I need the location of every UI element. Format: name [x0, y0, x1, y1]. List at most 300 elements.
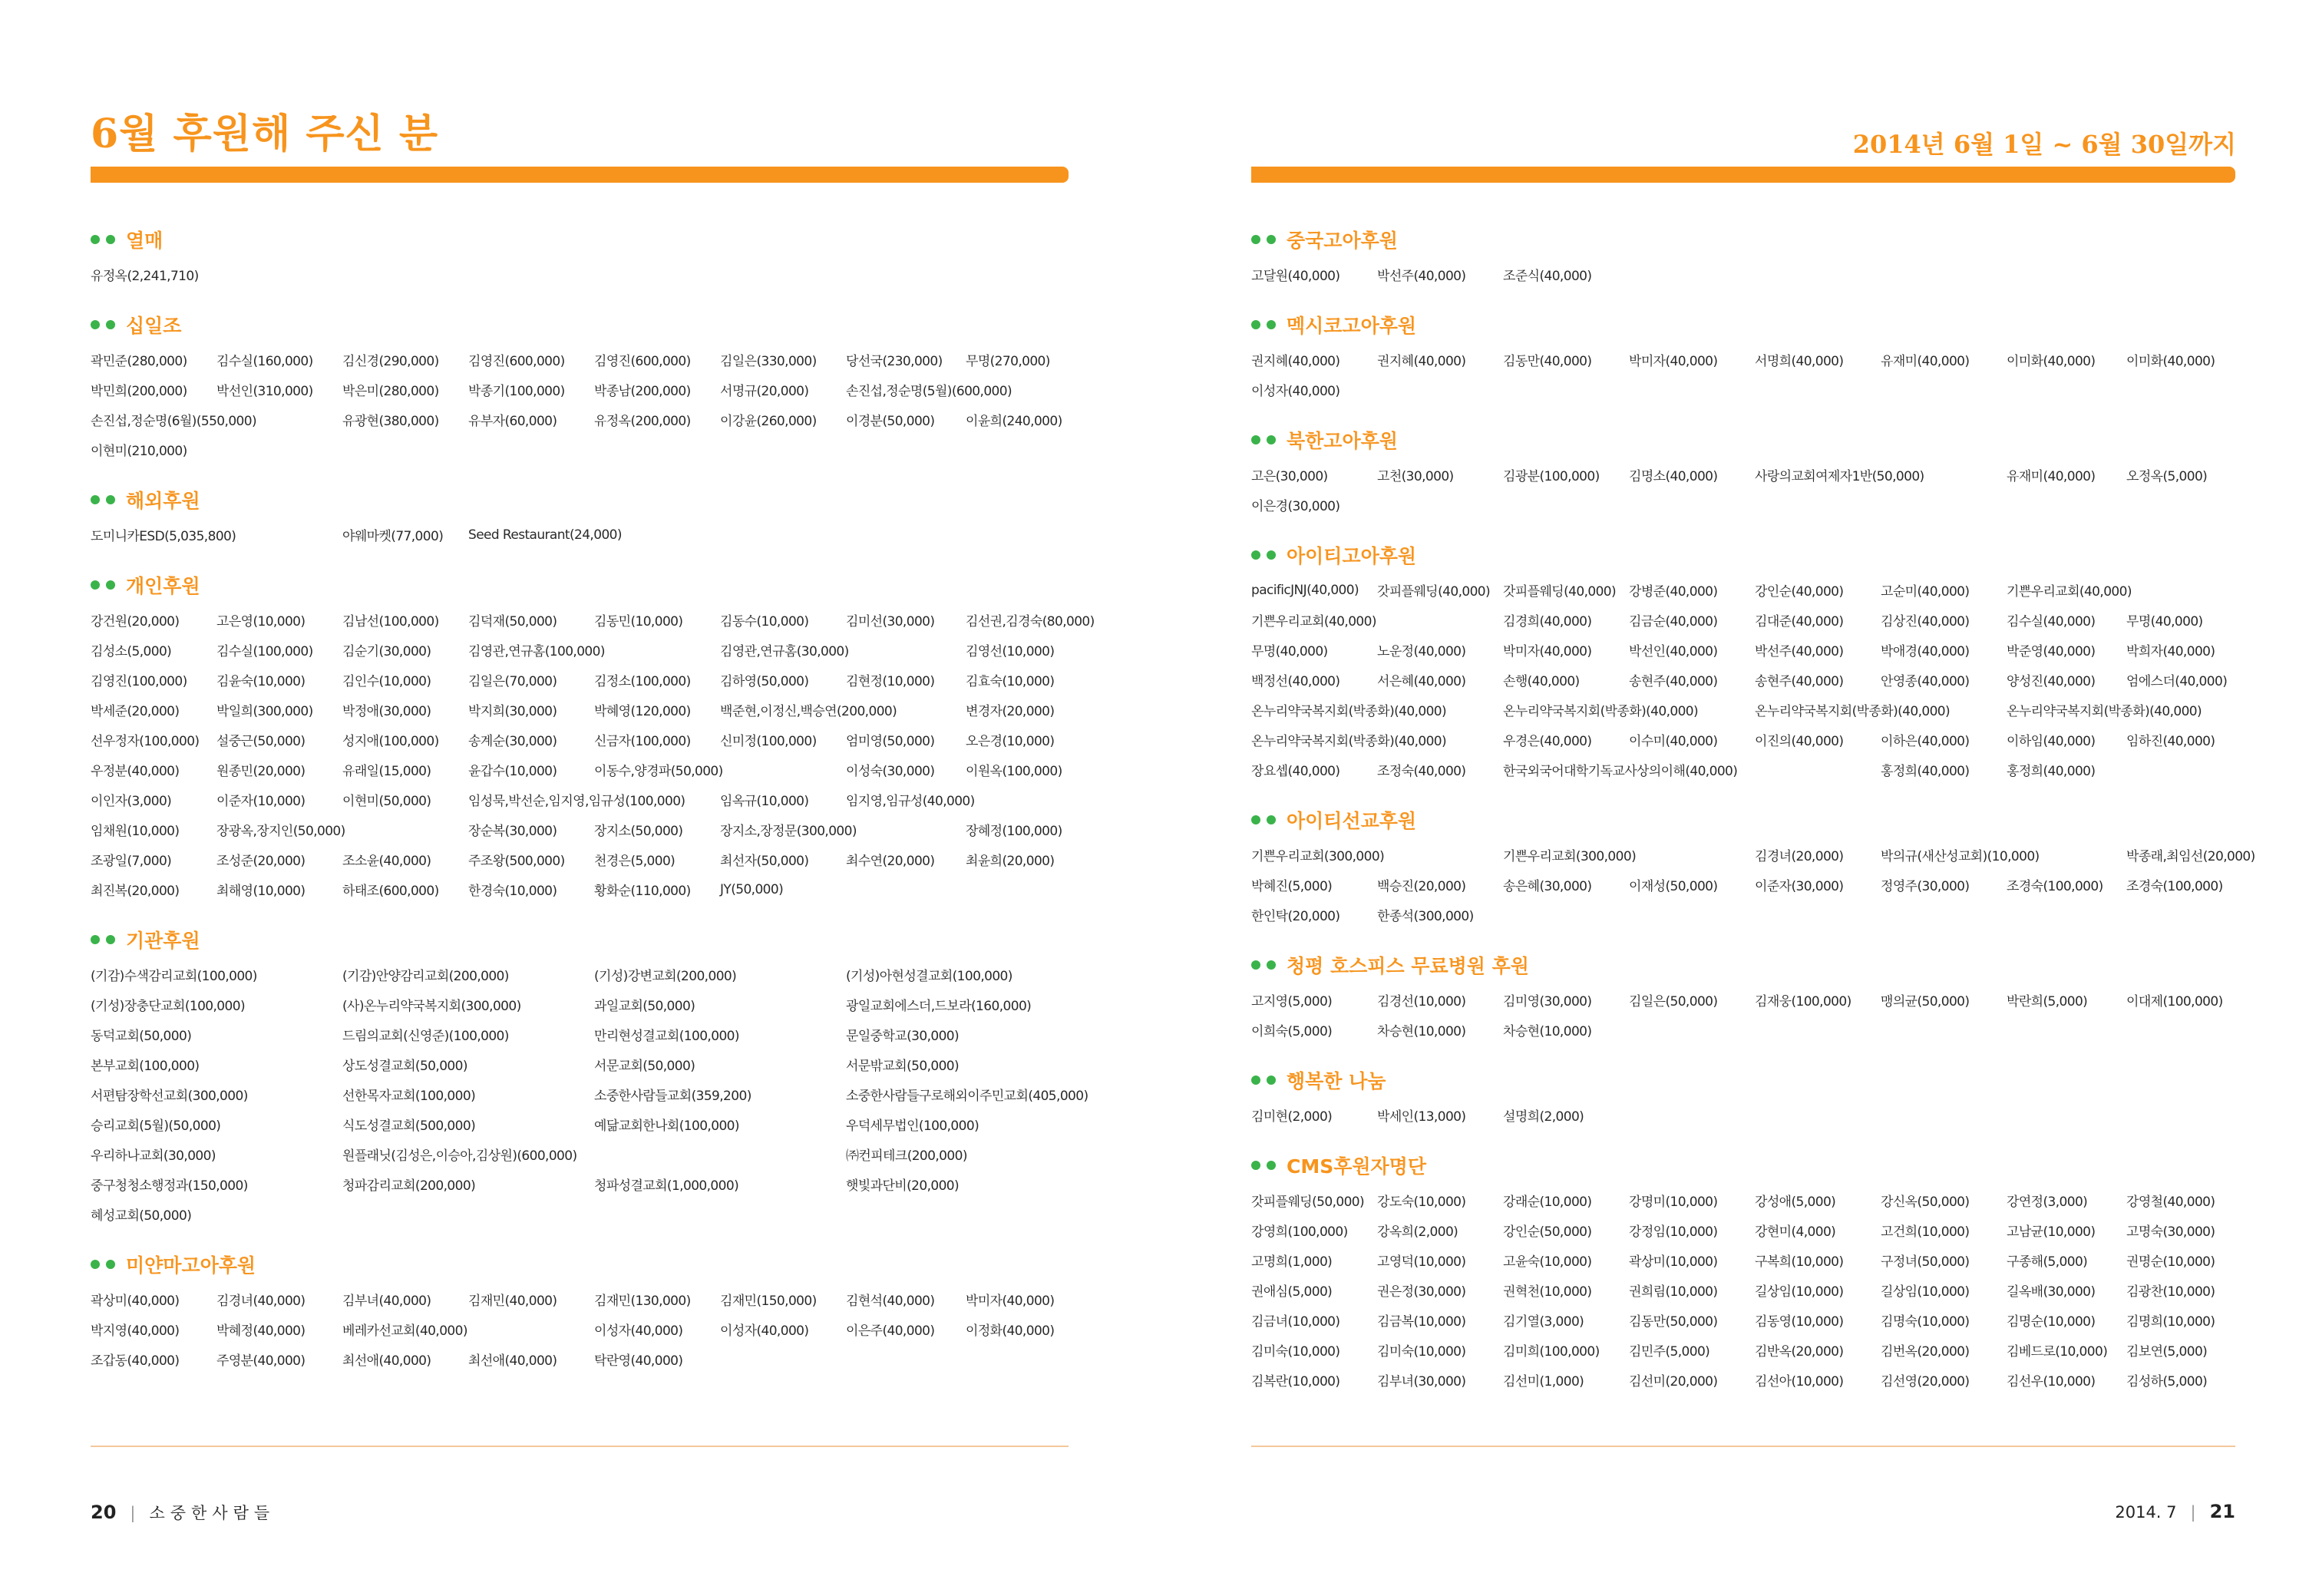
donor-entry: 유광현(380,000): [342, 414, 439, 429]
section-heading: [1251, 308, 2241, 342]
donor-row: [91, 844, 1081, 874]
donor-entry: 서명규(20,000): [720, 384, 809, 399]
donor-entry: 이희숙(5,000): [1251, 1024, 1333, 1039]
donor-entry: 소중한사람들교회(359,200): [594, 1089, 751, 1104]
donor-entry: 천경은(5,000): [594, 854, 676, 869]
donor-entry: 선한목자교회(100,000): [342, 1089, 476, 1104]
donor-entry: 구정녀(50,000): [1881, 1254, 1970, 1270]
donor-list: [1251, 840, 2255, 930]
donor-entry: 동덕교회(50,000): [91, 1029, 192, 1044]
donor-entry: 박준영(40,000): [2007, 644, 2096, 659]
donor-entry: 임하진(40,000): [2126, 734, 2215, 749]
donor-row: [1251, 259, 2241, 289]
donor-section: [91, 1247, 1081, 1374]
title-bar: [1251, 167, 2235, 183]
donor-entry: 김경녀(40,000): [216, 1294, 306, 1309]
donor-entry: 양성진(40,000): [2007, 674, 2096, 689]
donor-entry: 김부녀(40,000): [342, 1294, 431, 1309]
left-content: [91, 215, 1095, 1393]
donor-entry: 김동영(10,000): [1755, 1314, 1844, 1330]
donor-entry: 김하영(50,000): [720, 674, 809, 689]
donor-entry: 우경은(40,000): [1503, 734, 1592, 749]
donor-row: [1251, 1015, 2241, 1045]
donor-entry: 길상임(10,000): [1881, 1284, 1970, 1300]
donor-entry: 장지소,장정문(300,000): [720, 824, 857, 839]
donor-entry: 한국외국어대학기독교사상의이해(40,000): [1503, 764, 1738, 779]
donor-entry: 김금복(10,000): [1377, 1314, 1466, 1330]
donor-entry: 정영주(30,000): [1881, 879, 1970, 894]
donor-entry: 김명순(10,000): [2007, 1314, 2096, 1330]
donor-entry: 베레카선교회(40,000): [342, 1323, 467, 1339]
donor-entry: 임채원(10,000): [91, 824, 180, 839]
donor-entry: 강명미(10,000): [1629, 1195, 1718, 1210]
donor-entry: 김반옥(20,000): [1755, 1344, 1844, 1360]
donor-entry: 박정애(30,000): [342, 704, 431, 719]
donor-entry: 김성소(5,000): [91, 644, 172, 659]
donor-entry: 한경숙(10,000): [468, 884, 557, 899]
section-title: 열매: [126, 230, 164, 252]
donor-row: [91, 815, 1081, 844]
donor-list: [1251, 1100, 2241, 1130]
donor-entry: 이성자(40,000): [1251, 384, 1340, 399]
donor-row: [91, 990, 1081, 1019]
donor-entry: ㈜컨피테크(200,000): [846, 1148, 967, 1164]
donor-entry: 최진복(20,000): [91, 884, 180, 899]
bullet-dots-icon: [1251, 320, 1279, 329]
donor-row: [91, 520, 1081, 550]
donor-entry: 김윤숙(10,000): [216, 674, 306, 689]
donor-row: [1251, 900, 2241, 930]
donor-entry: 과일교회(50,000): [594, 999, 695, 1014]
donor-entry: 온누리약국복지회(박종화)(40,000): [1251, 704, 1447, 719]
donor-entry: 김보연(5,000): [2126, 1344, 2208, 1360]
section-heading: [91, 483, 1081, 517]
donor-entry: 김신경(290,000): [342, 354, 439, 369]
donor-entry: 장광옥,장지인(50,000): [216, 824, 345, 839]
donor-entry: 김상진(40,000): [1881, 614, 1970, 629]
donor-list: [1251, 460, 2241, 520]
donor-entry: (기감)수색감리교회(100,000): [91, 969, 257, 984]
donor-entry: 권지혜(40,000): [1377, 354, 1466, 369]
donor-entry: 우리하나교회(30,000): [91, 1148, 216, 1164]
donor-entry: 구복희(10,000): [1755, 1254, 1844, 1270]
donor-entry: 원종민(20,000): [216, 764, 306, 779]
donor-entry: 김경희(40,000): [1503, 614, 1592, 629]
donor-row: [1251, 375, 2241, 405]
donor-entry: 김선권,김경숙(80,000): [966, 614, 1095, 629]
bullet-dots-icon: [91, 1260, 118, 1269]
donor-entry: 권애심(5,000): [1251, 1284, 1333, 1300]
section-title: CMS후원자명단: [1287, 1155, 1426, 1178]
donor-entry: 온누리약국복지회(박종화)(40,000): [1251, 734, 1447, 749]
donor-entry: 조경숙(100,000): [2007, 879, 2103, 894]
donor-row: [91, 785, 1081, 815]
donor-entry: 김현정(10,000): [846, 674, 935, 689]
donor-entry: 강도숙(10,000): [1377, 1195, 1466, 1210]
donor-entry: 김선미(1,000): [1503, 1374, 1584, 1389]
donor-entry: 김선미(20,000): [1629, 1374, 1718, 1389]
section-title: 기관후원: [126, 930, 200, 952]
donor-entry: 고은영(10,000): [216, 614, 306, 629]
donor-entry: 강정임(10,000): [1629, 1224, 1718, 1240]
donor-entry: 손진섭,정순명(5월)(600,000): [846, 384, 1012, 399]
donor-entry: 김베드로(10,000): [2007, 1344, 2108, 1360]
donor-entry: 조광일(7,000): [91, 854, 172, 869]
donor-entry: 백정선(40,000): [1251, 674, 1340, 689]
donor-entry: 엄에스더(40,000): [2126, 674, 2228, 689]
donor-entry: 고순미(40,000): [1881, 584, 1970, 600]
donor-entry: 송현주(40,000): [1629, 674, 1718, 689]
donor-entry: 박혜영(120,000): [594, 704, 691, 719]
right-footer: [2115, 1501, 2235, 1522]
donor-row: [1251, 1335, 2241, 1365]
donor-entry: (기성)장충단교회(100,000): [91, 999, 245, 1014]
footer-separator: |: [130, 1504, 136, 1522]
donor-list: [1251, 345, 2241, 405]
donor-section: [91, 308, 1081, 464]
section-heading: [91, 1247, 1081, 1281]
donor-entry: 이성자(40,000): [720, 1323, 809, 1339]
donor-entry: 만리현성결교회(100,000): [594, 1029, 739, 1044]
donor-entry: 성지애(100,000): [342, 734, 439, 749]
donor-row: [1251, 840, 2255, 870]
donor-entry: 구종해(5,000): [2007, 1254, 2088, 1270]
left-page: [0, 0, 1154, 1596]
donor-entry: 청파성결교회(1,000,000): [594, 1178, 739, 1194]
donor-entry: 김인수(10,000): [342, 674, 431, 689]
donor-entry: 광일교회에스더,드보라(160,000): [846, 999, 1032, 1014]
donor-entry: 강현미(4,000): [1755, 1224, 1836, 1240]
donor-entry: 조갑동(40,000): [91, 1353, 180, 1369]
donor-row: [91, 1284, 1081, 1314]
donor-entry: 이하은(40,000): [1881, 734, 1970, 749]
donor-entry: 손행(40,000): [1503, 674, 1580, 689]
donor-entry: 서문밖교회(50,000): [846, 1059, 960, 1074]
donor-entry: 소중한사람들구로해외이주민교회(405,000): [846, 1089, 1088, 1104]
donor-entry: 이준자(10,000): [216, 794, 306, 809]
donor-entry: 한인탁(20,000): [1251, 909, 1340, 924]
section-title: 아이티고아후원: [1287, 545, 1417, 567]
donor-row: [1251, 605, 2241, 635]
donor-entry: 곽상미(40,000): [91, 1294, 180, 1309]
donor-list: [1251, 259, 2241, 289]
donor-entry: 송은혜(30,000): [1503, 879, 1592, 894]
donor-entry: 이경분(50,000): [846, 414, 935, 429]
donor-row: [1251, 665, 2241, 695]
donor-entry: 이원옥(100,000): [966, 764, 1062, 779]
donor-entry: 원플래닛(김성은,이승아,김상원)(600,000): [342, 1148, 577, 1164]
donor-entry: 최선애(40,000): [468, 1353, 557, 1369]
section-heading: [91, 308, 1081, 342]
footer-rule: [1251, 1446, 2235, 1447]
donor-entry: 우덕세무법인(100,000): [846, 1119, 979, 1134]
donor-entry: 김미영(30,000): [1503, 994, 1592, 1009]
issue-date: 2014. 7: [2115, 1503, 2177, 1522]
donor-row: [1251, 725, 2241, 755]
left-footer: [91, 1501, 275, 1524]
donor-entry: 장순복(30,000): [468, 824, 557, 839]
donor-section: [91, 923, 1088, 1229]
donor-entry: 고명희(1,000): [1251, 1254, 1333, 1270]
donor-entry: 박선인(40,000): [1629, 644, 1718, 659]
donor-entry: pacificJNJ(40,000): [1251, 582, 1359, 598]
donor-entry: 무명(270,000): [966, 354, 1050, 369]
donor-list: [91, 259, 1081, 289]
donor-row: [91, 259, 1081, 289]
donor-entry: 박미자(40,000): [966, 1294, 1055, 1309]
donor-entry: 박세인(13,000): [1377, 1109, 1466, 1125]
donor-row: [91, 1019, 1081, 1049]
donor-entry: 서은혜(40,000): [1377, 674, 1466, 689]
donor-entry: 우정분(40,000): [91, 764, 180, 779]
donor-entry: 송현주(40,000): [1755, 674, 1844, 689]
donor-row: [1251, 985, 2241, 1015]
donor-list: [1251, 575, 2241, 785]
donor-entry: 박희자(40,000): [2126, 644, 2215, 659]
donor-row: [91, 665, 1081, 695]
donor-entry: 김동만(50,000): [1629, 1314, 1718, 1330]
donor-entry: 이성숙(30,000): [846, 764, 935, 779]
donor-entry: 박미자(40,000): [1629, 354, 1718, 369]
page-number: 20: [91, 1502, 117, 1523]
section-heading: [1251, 948, 2241, 982]
donor-list: [91, 345, 1081, 464]
donor-entry: 김금순(40,000): [1629, 614, 1718, 629]
donor-entry: 이수미(40,000): [1629, 734, 1718, 749]
donor-entry: 문일중학교(30,000): [846, 1029, 960, 1044]
donor-row: [91, 755, 1081, 785]
donor-entry: 김일은(330,000): [720, 354, 817, 369]
section-heading: [1251, 1148, 2241, 1182]
donor-entry: 김명소(40,000): [1629, 469, 1718, 484]
section-title: 행복한 나눔: [1287, 1070, 1386, 1092]
donor-entry: 김민주(5,000): [1629, 1344, 1710, 1360]
donor-entry: 이성자(40,000): [594, 1323, 683, 1339]
donor-entry: 고달원(40,000): [1251, 269, 1340, 284]
donor-entry: 무명(40,000): [1251, 644, 1328, 659]
donor-entry: 안영종(40,000): [1881, 674, 1970, 689]
donor-entry: 청파감리교회(200,000): [342, 1178, 476, 1194]
donor-entry: 장지소(50,000): [594, 824, 683, 839]
donor-entry: 이현미(50,000): [342, 794, 431, 809]
donor-entry: 식도성결교회(500,000): [342, 1119, 476, 1134]
donor-row: [91, 695, 1081, 725]
donor-entry: 박지희(30,000): [468, 704, 557, 719]
donor-entry: 온누리약국복지회(박종화)(40,000): [1755, 704, 1951, 719]
donor-entry: 강연정(3,000): [2007, 1195, 2088, 1210]
donor-entry: 예닮교회한나회(100,000): [594, 1119, 739, 1134]
section-heading: [1251, 803, 2241, 837]
donor-entry: 김정소(100,000): [594, 674, 691, 689]
donor-entry: 이인자(3,000): [91, 794, 172, 809]
donor-entry: 김일은(50,000): [1629, 994, 1718, 1009]
donor-entry: 박애경(40,000): [1881, 644, 1970, 659]
donor-entry: 변경자(20,000): [966, 704, 1055, 719]
donor-list: [1251, 1185, 2241, 1395]
donor-row: [91, 375, 1081, 405]
donor-entry: 김광찬(10,000): [2126, 1284, 2215, 1300]
donor-entry: 이진의(40,000): [1755, 734, 1844, 749]
donor-entry: 엄미영(50,000): [846, 734, 935, 749]
donor-entry: 임성묵,박선순,임지영,임규성(100,000): [468, 794, 685, 809]
donor-row: [1251, 460, 2241, 490]
donor-entry: 김번옥(20,000): [1881, 1344, 1970, 1360]
donor-entry: 김경선(10,000): [1377, 994, 1466, 1009]
right-content: [1251, 215, 2255, 1413]
donor-entry: 신금자(100,000): [594, 734, 691, 749]
donor-entry: 박민희(200,000): [91, 384, 187, 399]
donor-entry: 강옥희(2,000): [1377, 1224, 1458, 1240]
donor-row: [91, 345, 1081, 375]
bullet-dots-icon: [91, 580, 118, 590]
donor-entry: 김명숙(10,000): [1881, 1314, 1970, 1330]
donor-entry: 김선영(20,000): [1881, 1374, 1970, 1389]
page-title: 6월 후원해 주신 분: [91, 111, 439, 157]
donor-row: [91, 1344, 1081, 1374]
donor-row: [1251, 1100, 2241, 1130]
section-heading: [91, 223, 1081, 256]
donor-entry: 권지혜(40,000): [1251, 354, 1340, 369]
donor-entry: (기성)아현성결교회(100,000): [846, 969, 1012, 984]
section-heading: [1251, 423, 2241, 457]
donor-entry: 조성준(20,000): [216, 854, 306, 869]
donor-entry: 기쁜우리교회(300,000): [1503, 849, 1637, 864]
section-heading: [1251, 538, 2241, 572]
title-bar: [91, 167, 1069, 183]
donor-row: [91, 1049, 1081, 1079]
date-range: 2014년 6월 1일 ~ 6월 30일까지: [1852, 130, 2236, 159]
donor-entry: 최선자(50,000): [720, 854, 809, 869]
donor-row: [1251, 1275, 2241, 1305]
donor-row: [1251, 1215, 2241, 1245]
donor-entry: 김미숙(10,000): [1377, 1344, 1466, 1360]
donor-entry: 권혁천(10,000): [1503, 1284, 1592, 1300]
donor-entry: 박종래,최임선(20,000): [2126, 849, 2255, 864]
magazine-name: 소중한사람들: [149, 1504, 276, 1522]
donor-entry: 유재미(40,000): [2007, 469, 2096, 484]
donor-entry: 설중근(50,000): [216, 734, 306, 749]
section-title: 북한고아후원: [1287, 430, 1398, 452]
donor-entry: 갓피플웨딩(40,000): [1503, 584, 1617, 600]
donor-row: [91, 605, 1095, 635]
donor-entry: 조준식(40,000): [1503, 269, 1592, 284]
donor-entry: 박혜정(40,000): [216, 1323, 306, 1339]
donor-entry: 유부자(60,000): [468, 414, 557, 429]
donor-entry: 김효숙(10,000): [966, 674, 1055, 689]
donor-entry: 당선국(230,000): [846, 354, 943, 369]
donor-entry: 김수실(40,000): [2007, 614, 2096, 629]
donor-entry: 혜성교회(50,000): [91, 1208, 192, 1224]
donor-entry: 김선아(10,000): [1755, 1374, 1844, 1389]
section-title: 개인후원: [126, 575, 200, 597]
donor-row: [91, 1109, 1081, 1139]
donor-entry: 승리교회(5월)(50,000): [91, 1119, 221, 1134]
donor-entry: 드림의교회(신영준)(100,000): [342, 1029, 509, 1044]
donor-entry: 상도성결교회(50,000): [342, 1059, 467, 1074]
section-title: 미얀마고아후원: [126, 1254, 256, 1277]
donor-entry: 기쁜우리교회(40,000): [1251, 614, 1376, 629]
donor-row: [91, 1139, 1081, 1169]
donor-entry: 박란희(5,000): [2007, 994, 2088, 1009]
donor-entry: 이윤희(240,000): [966, 414, 1062, 429]
donor-section: [1251, 1148, 2241, 1395]
donor-row: [1251, 345, 2241, 375]
donor-section: [1251, 538, 2241, 785]
donor-entry: 갓피플웨딩(40,000): [1377, 584, 1491, 600]
donor-entry: 김영관,연규홈(100,000): [468, 644, 605, 659]
donor-entry: 김영진(600,000): [468, 354, 565, 369]
donor-entry: 한종석(300,000): [1377, 909, 1474, 924]
donor-entry: 송계순(30,000): [468, 734, 557, 749]
donor-entry: 김재민(40,000): [468, 1294, 557, 1309]
section-title: 중국고아후원: [1287, 230, 1398, 252]
donor-entry: 이준자(30,000): [1755, 879, 1844, 894]
donor-entry: 김대준(40,000): [1755, 614, 1844, 629]
donor-entry: 김미희(100,000): [1503, 1344, 1600, 1360]
donor-entry: 임지영,임규성(40,000): [846, 794, 975, 809]
donor-row: [1251, 575, 2241, 605]
donor-list: [91, 960, 1088, 1229]
section-heading: [91, 923, 1081, 957]
donor-entry: 김영선(10,000): [966, 644, 1055, 659]
donor-entry: 강인순(50,000): [1503, 1224, 1592, 1240]
donor-entry: 중구청청소행정과(150,000): [91, 1178, 248, 1194]
bullet-dots-icon: [1251, 1076, 1279, 1085]
donor-entry: 김미현(2,000): [1251, 1109, 1333, 1125]
bullet-dots-icon: [1251, 235, 1279, 244]
footer-separator: |: [2190, 1503, 2196, 1522]
donor-entry: (기성)강변교회(200,000): [594, 969, 737, 984]
donor-entry: 김선우(10,000): [2007, 1374, 2096, 1389]
donor-entry: 박은미(280,000): [342, 384, 439, 399]
donor-entry: 이하임(40,000): [2007, 734, 2096, 749]
donor-entry: 햇빛과단비(20,000): [846, 1178, 960, 1194]
donor-entry: 본부교회(100,000): [91, 1059, 200, 1074]
donor-entry: 서편탐장학선교회(300,000): [91, 1089, 248, 1104]
donor-entry: 손진섭,정순명(6월)(550,000): [91, 414, 257, 429]
donor-row: [91, 960, 1081, 990]
donor-entry: 고천(30,000): [1377, 469, 1454, 484]
donor-list: [91, 520, 1081, 550]
donor-entry: 박일희(300,000): [216, 704, 313, 719]
donor-entry: 조정숙(40,000): [1377, 764, 1466, 779]
donor-entry: 강래순(10,000): [1503, 1195, 1592, 1210]
section-title: 멕시코고아후원: [1287, 315, 1417, 337]
donor-entry: 곽민준(280,000): [91, 354, 187, 369]
donor-entry: Seed Restaurant(24,000): [468, 527, 622, 543]
donor-entry: 박선주(40,000): [1377, 269, 1466, 284]
donor-entry: 백준현,이정신,백승연(200,000): [720, 704, 897, 719]
section-title: 아이티선교후원: [1287, 810, 1417, 832]
donor-entry: 박종남(200,000): [594, 384, 691, 399]
donor-entry: 김성하(5,000): [2126, 1374, 2208, 1389]
donor-entry: 이정화(40,000): [966, 1323, 1055, 1339]
donor-entry: 박선인(310,000): [216, 384, 313, 399]
donor-entry: 강성애(5,000): [1755, 1195, 1836, 1210]
donor-entry: 김현석(40,000): [846, 1294, 935, 1309]
donor-entry: 온누리약국복지회(박종화)(40,000): [2007, 704, 2202, 719]
donor-entry: (기감)안양감리교회(200,000): [342, 969, 509, 984]
donor-entry: 김광분(100,000): [1503, 469, 1600, 484]
donor-entry: 신미정(100,000): [720, 734, 817, 749]
donor-entry: 김영진(100,000): [91, 674, 187, 689]
donor-entry: 강인순(40,000): [1755, 584, 1844, 600]
donor-row: [91, 635, 1081, 665]
donor-entry: 김부녀(30,000): [1377, 1374, 1466, 1389]
donor-entry: 사랑의교회여제자1반(50,000): [1755, 469, 1924, 484]
donor-entry: 김미선(30,000): [846, 614, 935, 629]
donor-entry: 온누리약국복지회(박종화)(40,000): [1503, 704, 1699, 719]
